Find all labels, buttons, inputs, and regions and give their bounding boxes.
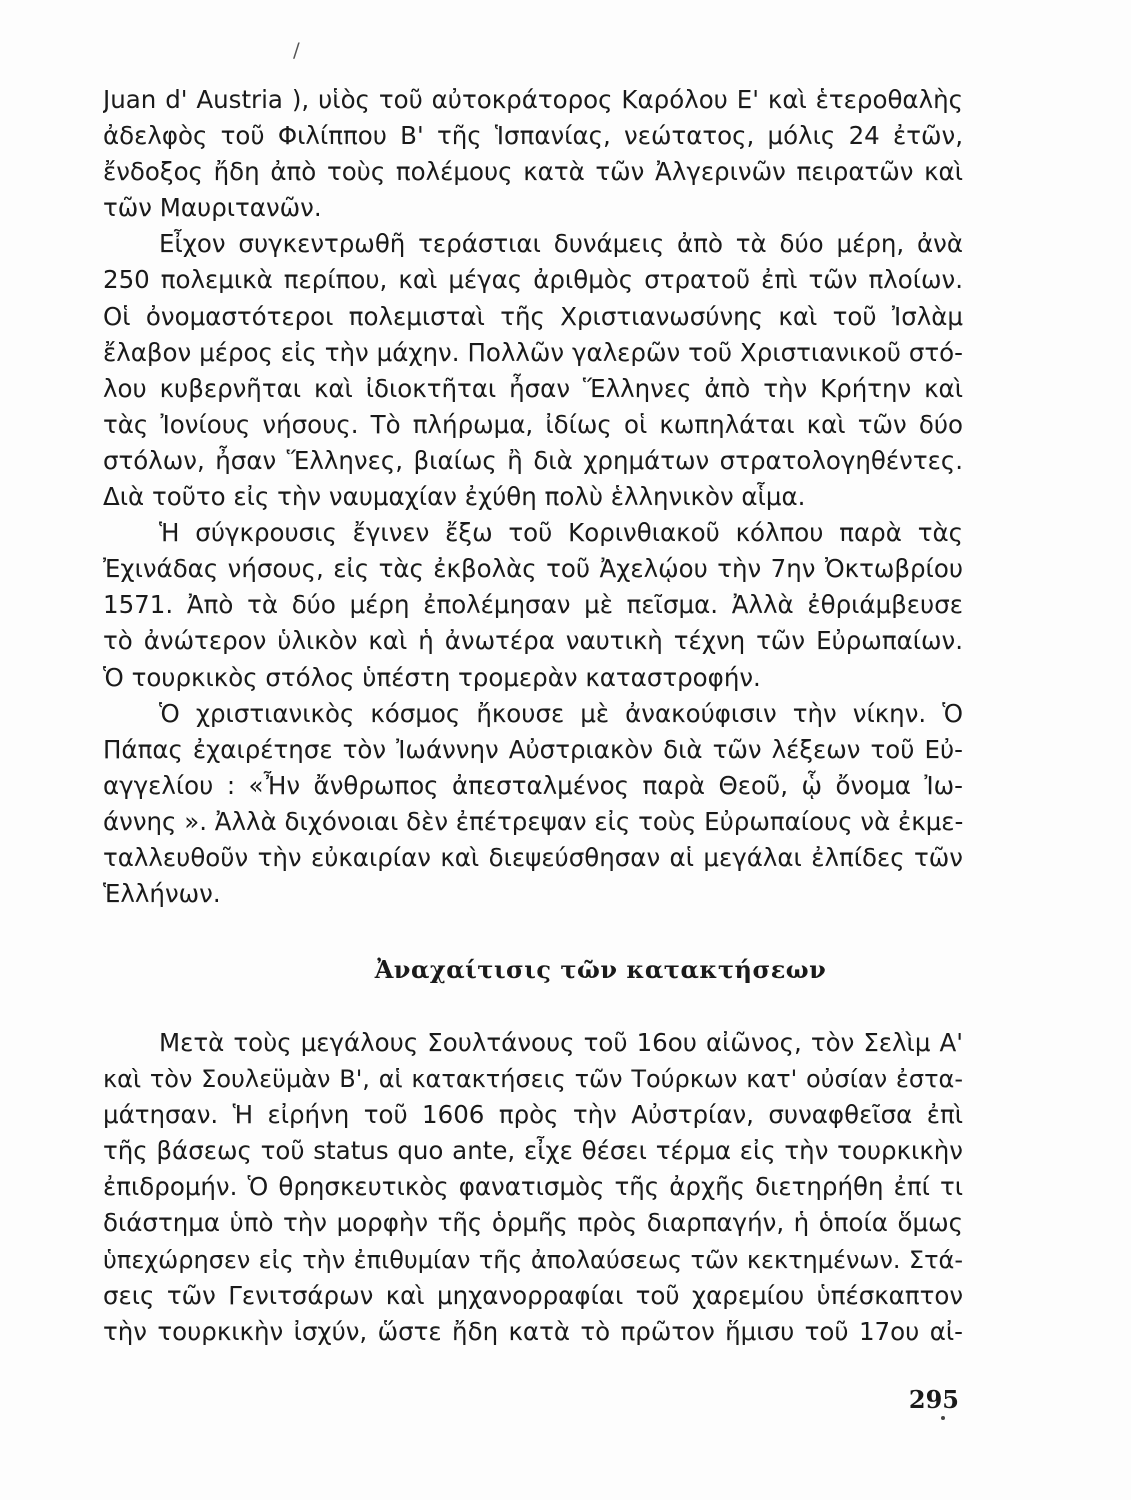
text-line: ὑπεχώρησεν εἰς τὴν ἐπιθυμίαν τῆς ἀπολαύσεως τῶν κεκτημένων. Στά- [103,1245,963,1274]
text-line: ἔλαβον μέρος εἰς τὴν μάχην. Πολλῶν γαλερῶν τοῦ Χριστιανικοῦ στό- [103,337,963,367]
text-line: τὴν τουρκικὴν ἰσχύν, ὥστε ἤδη κατὰ τὸ πρῶτον ἥμισυ τοῦ 17ου αἰ- [103,1316,963,1346]
text-line: ἀδελφὸς τοῦ Φιλίππου Β' τῆς Ἱσπανίας, νεώτατος, μόλις 24 ἐτῶν, [103,121,963,151]
section-heading: Ἀναχαίτισις τῶν κατακτήσεων [374,955,827,984]
text-line: Πάπας ἐχαιρέτησε τὸν Ἰωάννην Αὐστριακὸν διὰ τῶν λέξεων τοῦ Εὐ- [103,734,963,764]
text-line: Ὁ τουρκικὸς στόλος ὑπέστη τρομερὰν καταστροφήν. [103,662,761,692]
text-line: Διὰ τοῦτο εἰς τὴν ναυμαχίαν ἐχύθη πολὺ ἑλληνικὸν αἷμα. [103,482,806,512]
margin-mark: / [293,38,300,62]
text-line: καὶ τὸν Σουλεϋμὰν Β', αἱ κατακτήσεις τῶν Τούρκων κατ' οὐσίαν ἐστα- [103,1065,963,1094]
text-line: ἐπιδρομήν. Ὁ θρησκευτικὸς φανατισμὸς τῆς ἀρχῆς διετηρήθη ἐπί τι [103,1172,963,1202]
text-line: Ἡ σύγκρουσις ἔγινεν ἔξω τοῦ Κορινθιακοῦ κόλπου παρὰ τὰς [159,518,963,548]
text-line: τὸ ἀνώτερον ὑλικὸν καὶ ἡ ἀνωτέρα ναυτικὴ τέχνη τῶν Εὐρωπαίων. [103,626,963,656]
text-line: λου κυβερνῆται καὶ ἰδιοκτῆται ἦσαν Ἕλληνες ἀπὸ τὴν Κρήτην καὶ [103,373,963,403]
text-line: σεις τῶν Γενιτσάρων καὶ μηχανορραφίαι τοῦ χαρεμίου ὑπέσκαπτον [103,1280,963,1310]
text-line: Μετὰ τοὺς μεγάλους Σουλτάνους τοῦ 16ου αἰῶνος, τὸν Σελὶμ Α' [159,1028,963,1057]
print-dot [941,1416,945,1420]
text-line: Εἶχον συγκεντρωθῆ τεράστιαι δυνάμεις ἀπὸ τὰ δύο μέρη, ἀνὰ [159,229,963,259]
text-line: στόλων, ἦσαν Ἕλληνες, βιαίως ἢ διὰ χρημάτων στρατολογηθέντες. [103,445,963,475]
text-line: Ὁ χριστιανικὸς κόσμος ἤκουσε μὲ ἀνακούφισιν τὴν νίκην. Ὁ [159,698,963,728]
text-line: Ἑλλήνων. [103,879,221,909]
text-line: μάτησαν. Ἡ εἰρήνη τοῦ 1606 πρὸς τὴν Αὐστρίαν, συναφθεῖσα ἐπὶ [103,1100,963,1130]
text-line: Οἱ ὀνομαστότεροι πολεμισταὶ τῆς Χριστιανωσύνης καὶ τοῦ Ἰσλὰμ [103,301,963,331]
text-line: αγγελίου : «Ἦν ἄνθρωπος ἀπεσταλμένος παρὰ Θεοῦ, ᾧ ὄνομα Ἰω- [103,770,963,800]
text-line: 1571. Ἀπὸ τὰ δύο μέρη ἐπολέμησαν μὲ πεῖσμα. Ἀλλὰ ἐθριάμβευσε [103,590,963,620]
page-number: 295 [908,1385,959,1414]
text-line: Juan d' Austria ), υἱὸς τοῦ αὐτοκράτορος Καρόλου Ε' καὶ ἑτεροθαλὴς [103,85,963,114]
text-line: τῆς βάσεως τοῦ status quo ante, εἶχε θέσει τέρμα εἰς τὴν τουρκικὴν [103,1136,963,1166]
text-line: ταλλευθοῦν τὴν εὐκαιρίαν καὶ διεψεύσθησαν αἱ μεγάλαι ἐλπίδες τῶν [103,842,963,872]
text-line: Ἐχινάδας νήσους, εἰς τὰς ἐκβολὰς τοῦ Ἀχελῴου τὴν 7ην Ὀκτωβρίου [103,554,963,584]
text-line: τῶν Μαυριτανῶν. [103,193,322,223]
text-line: διάστημα ὑπὸ τὴν μορφὴν τῆς ὁρμῆς πρὸς διαρπαγήν, ἡ ὁποία ὅμως [103,1208,963,1238]
text-block-1 [103,82,963,912]
text-block-2 [103,1025,963,1350]
text-line: τὰς Ἰονίους νήσους. Τὸ πλήρωμα, ἰδίως οἱ κωπηλάται καὶ τῶν δύο [103,409,963,439]
text-line: 250 πολεμικὰ περίπου, καὶ μέγας ἀριθμὸς στρατοῦ ἐπὶ τῶν πλοίων. [103,265,963,295]
text-line: άννης ». Ἀλλὰ διχόνοιαι δὲν ἐπέτρεψαν εἰς τοὺς Εὐρωπαίους νὰ ἐκμε- [103,806,963,836]
text-line: ἔνδοξος ἤδη ἀπὸ τοὺς πολέμους κατὰ τῶν Ἀλγερινῶν πειρατῶν καὶ [103,157,963,187]
